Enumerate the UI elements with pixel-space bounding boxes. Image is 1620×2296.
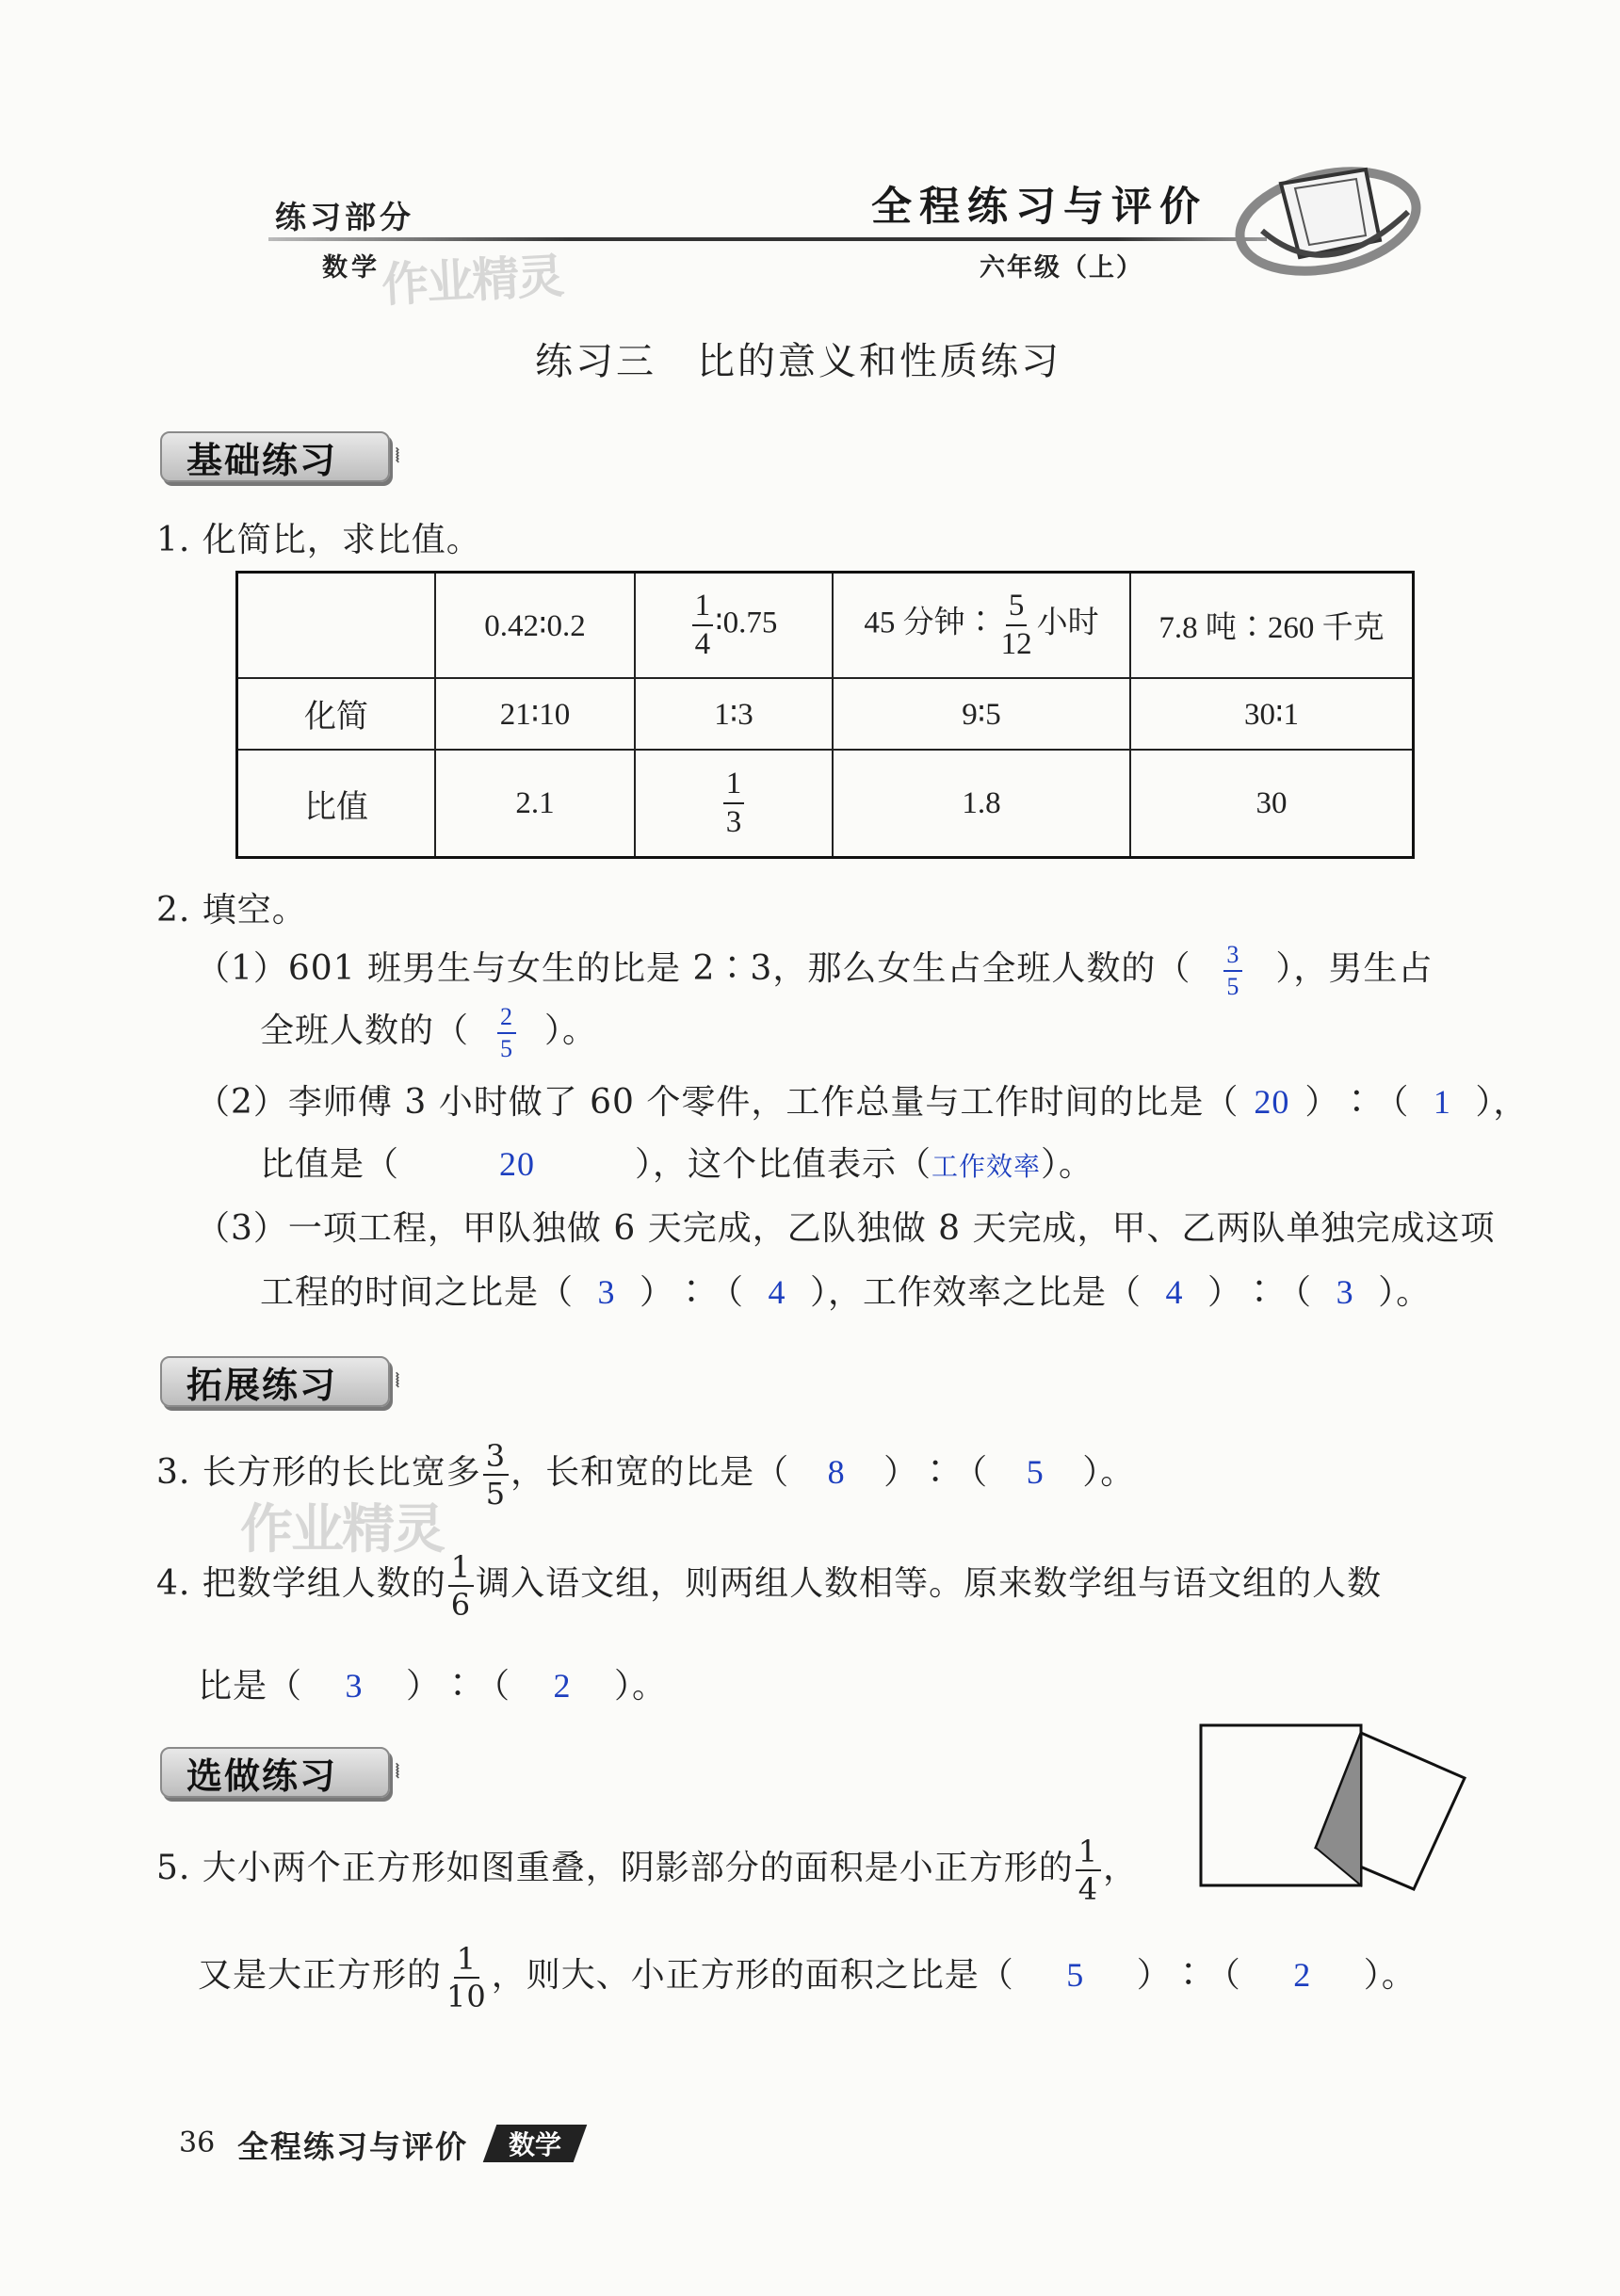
- table-header: $\frac{1}{4}$ ∶0.75: [635, 573, 833, 678]
- q2-part1-line2: 全班人数的（ $\frac{2}{5}$ ）。: [260, 1003, 598, 1062]
- watermark: 作业精灵: [380, 249, 564, 313]
- row-label: 化简: [237, 678, 436, 751]
- fraction: $\frac{1}{6}$: [448, 1552, 474, 1620]
- answer-blank: 4: [768, 1273, 786, 1311]
- header-brand: 全程练习与评价: [871, 184, 1207, 231]
- footer-subject-tag: 数学: [483, 2125, 588, 2162]
- section-tag-label: 拓展练习: [186, 1364, 338, 1406]
- answer-blank: 3: [597, 1273, 616, 1311]
- header-logo-icon: [1224, 146, 1422, 283]
- answer-blank: 5: [1066, 1956, 1085, 1994]
- table-cell: 2.1: [435, 750, 635, 857]
- table-cell: [635, 750, 833, 857]
- header-rule: [268, 237, 1267, 241]
- answer-blank: 8: [827, 1453, 846, 1491]
- table-row: [237, 750, 1414, 857]
- answer-blank: 1: [1433, 1083, 1451, 1121]
- section-tag-label: 选做练习: [186, 1754, 338, 1797]
- section-tag-label: 基础练习: [186, 439, 338, 481]
- wave-icon: ⦚: [395, 1760, 401, 1783]
- q2-part2-line2: 比值是（ 20 ），这个比值表示（工作效率）。: [260, 1145, 1094, 1184]
- table-header: 45 分钟∶ $\frac{5}{12}$ 小时: [833, 573, 1130, 678]
- answer-blank: 3: [345, 1667, 364, 1705]
- overlapping-squares-figure: [1191, 1722, 1474, 1910]
- section-tag-optional: [160, 1747, 401, 1798]
- footer-brand: 全程练习与评价: [237, 2128, 468, 2165]
- q2-part3-line1: （3）一项工程，甲队独做 6 天完成，乙队独做 8 天完成，甲、乙两队单独完成这项: [196, 1209, 1496, 1248]
- q1-prompt: 1. 化简比，求比值。: [156, 521, 481, 559]
- table-header: 0.42∶0.2: [435, 573, 635, 678]
- answer-blank: 20: [1254, 1083, 1290, 1121]
- q2-part2-line1: （2）李师傅 3 小时做了 60 个零件，工作总量与工作时间的比是（ 20 ）∶（ 1 ），: [196, 1083, 1529, 1122]
- fraction: $\frac{3}{5}$: [483, 1441, 509, 1509]
- fraction: $\frac{1}{10}$: [446, 1941, 487, 2014]
- table-cell: 1.8: [833, 750, 1130, 857]
- page-title: 练习三 比的意义和性质练习: [535, 340, 1061, 383]
- fraction: $\frac{1}{4}$: [1076, 1836, 1101, 1904]
- fraction: $\frac{1}{3}$: [723, 768, 745, 838]
- answer-blank: 5: [1026, 1453, 1045, 1491]
- table-cell: 30∶1: [1130, 678, 1414, 751]
- answer-blank: 3: [1336, 1273, 1354, 1311]
- table-corner: [237, 573, 436, 678]
- answer-blank: 工作效率: [932, 1153, 1042, 1182]
- answer-fraction: $\frac{3}{5}$: [1223, 943, 1242, 999]
- fraction: $\frac{5}{12}$: [1000, 588, 1032, 661]
- q2-part3-line2: 工程的时间之比是（ 3 ）∶（ 4 ），工作效率之比是（ 4 ）∶（ 3 ）。: [260, 1273, 1432, 1312]
- table-cell: 1∶3: [635, 678, 833, 751]
- page-number: 36: [179, 2126, 216, 2159]
- row-label: 比值: [237, 750, 436, 857]
- section-tag-extend: [160, 1356, 401, 1407]
- answer-blank: 20: [499, 1145, 536, 1183]
- answer-fraction: $\frac{2}{5}$: [497, 1005, 516, 1061]
- wave-icon: ⦚: [395, 1369, 401, 1392]
- q4-line2: 比是（ 3 ）∶（ 2 ）。: [198, 1667, 668, 1706]
- answer-blank: 2: [1293, 1956, 1312, 1994]
- header-grade: 六年级（上）: [980, 253, 1143, 283]
- q4-line1: 4. 把数学组人数的 $\frac{1}{6}$ 调入语文组，则两组人数相等。原来数学组与语文组的人数: [156, 1549, 1383, 1623]
- q5-line2: 又是大正方形的 $\frac{1}{10}$ ，则大、小正方形的面积之比是（ 5 ）∶（ 2 ）。: [198, 1941, 1417, 2014]
- fraction: $\frac{1}{4}$: [692, 590, 714, 660]
- answer-blank: 4: [1165, 1273, 1184, 1311]
- ratio-table: [235, 571, 1415, 859]
- header-section-label: 练习部分: [275, 199, 414, 235]
- section-tag-basic: [160, 431, 401, 482]
- q3-line: 3. 长方形的长比宽多 $\frac{3}{5}$ ，长和宽的比是（ 8 ）∶（ 5 ）。: [156, 1438, 1136, 1512]
- answer-blank: 2: [553, 1667, 572, 1705]
- q2-prompt: 2. 填空。: [156, 891, 307, 930]
- shaded-region: [1316, 1733, 1361, 1885]
- q5-line1: 5. 大小两个正方形如图重叠，阴影部分的面积是小正方形的 $\frac{1}{4}$ ，: [156, 1834, 1139, 1907]
- table-cell: 9∶5: [833, 678, 1130, 751]
- q2-part1-line1: （1）601 班男生与女生的比是 2∶3，那么女生占全班人数的（ $\frac{3}{5}$ ），男生占: [196, 941, 1434, 1000]
- table-cell: 21∶10: [435, 678, 635, 751]
- header-subject-label: 数学: [322, 253, 381, 283]
- table-cell: 30: [1130, 750, 1414, 857]
- table-row: [237, 678, 1414, 751]
- watermark: 作业精灵: [240, 1499, 444, 1560]
- wave-icon: ⦚: [395, 445, 401, 467]
- table-header: 7.8 吨∶260 千克: [1130, 573, 1414, 678]
